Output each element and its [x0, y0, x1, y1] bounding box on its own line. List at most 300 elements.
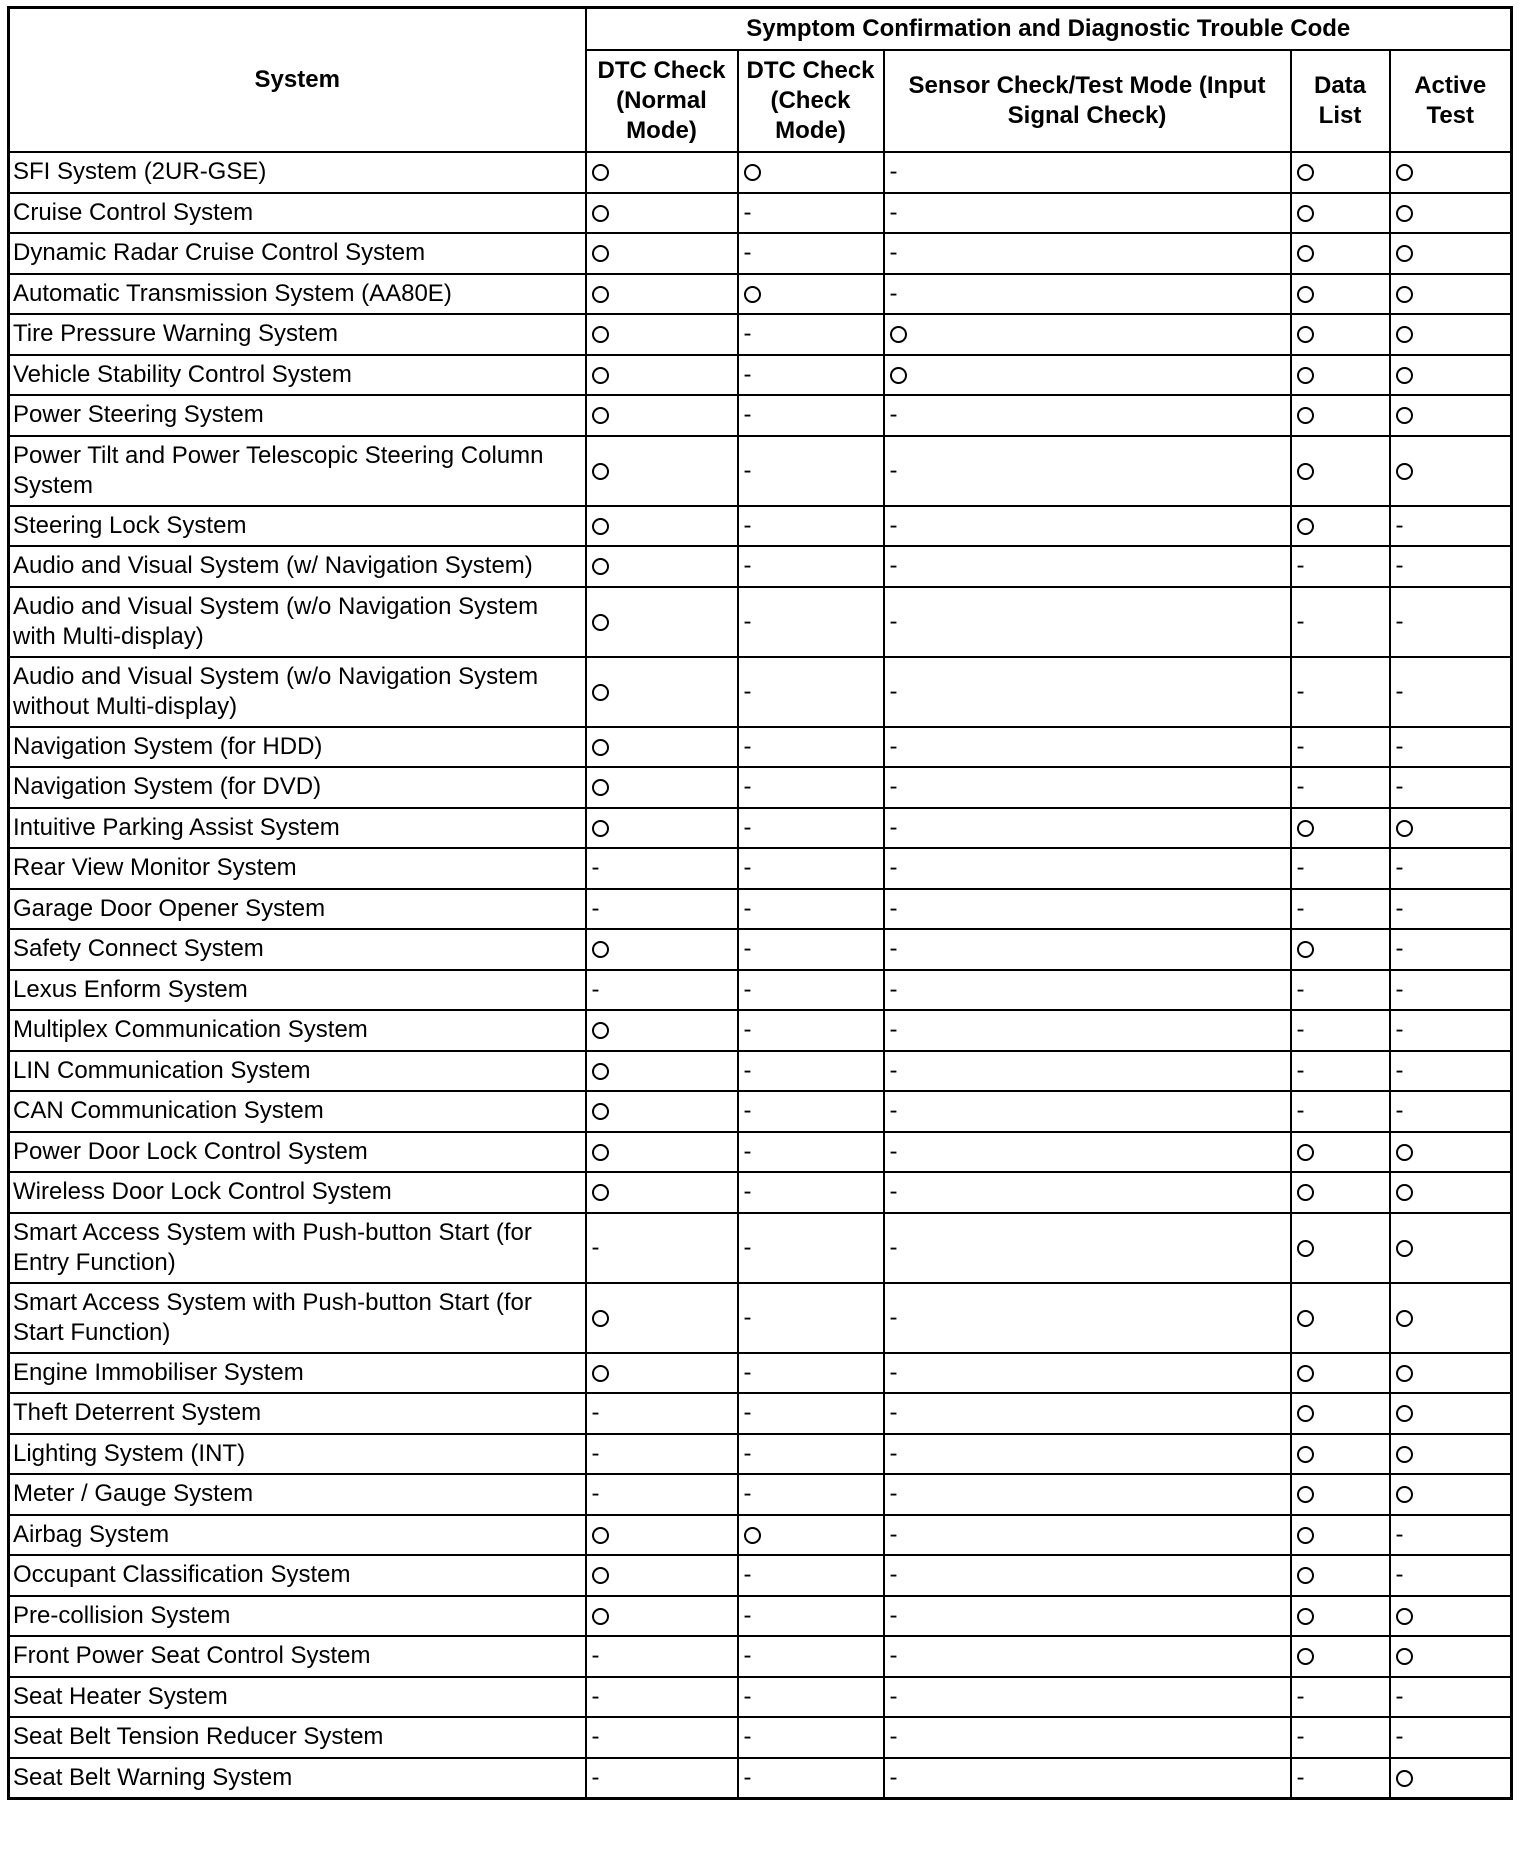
- mark-cell-sensor-check: [884, 1213, 1291, 1283]
- mark-cell-sensor-check: [884, 970, 1291, 1011]
- system-name-cell: Automatic Transmission System (AA80E): [9, 274, 586, 315]
- mark-cell-dtc-check: [738, 587, 884, 657]
- system-name-cell: Power Door Lock Control System: [9, 1132, 586, 1173]
- mark-cell-sensor-check: [884, 1434, 1291, 1475]
- mark-cell-data-list: [1291, 1677, 1390, 1718]
- mark-cell-dtc-normal: [586, 1213, 738, 1283]
- dash-mark: -: [743, 1097, 752, 1125]
- dash-mark: -: [591, 854, 600, 882]
- table-row: [9, 727, 1512, 768]
- mark-cell-sensor-check: [884, 848, 1291, 889]
- mark-cell-data-list: [1291, 355, 1390, 396]
- mark-cell-dtc-normal: [586, 1677, 738, 1718]
- mark-cell-active-test: [1390, 808, 1512, 849]
- mark-cell-dtc-normal: [586, 727, 738, 768]
- mark-cell-active-test: [1390, 1132, 1512, 1173]
- circle-mark-icon: [1297, 1608, 1314, 1625]
- mark-cell-data-list: [1291, 274, 1390, 315]
- mark-cell-dtc-check: [738, 1596, 884, 1637]
- mark-cell-active-test: [1390, 1596, 1512, 1637]
- circle-mark-icon: [1297, 1405, 1314, 1422]
- system-name-cell: Cruise Control System: [9, 193, 586, 234]
- circle-mark-icon: [1396, 1240, 1413, 1257]
- dash-mark: -: [1296, 975, 1305, 1003]
- dash-mark: -: [1296, 552, 1305, 580]
- circle-mark-icon: [1297, 164, 1314, 181]
- mark-cell-data-list: [1291, 808, 1390, 849]
- mark-cell-dtc-normal: [586, 1474, 738, 1515]
- system-name-cell: Seat Heater System: [9, 1677, 586, 1718]
- mark-cell-sensor-check: [884, 587, 1291, 657]
- mark-cell-data-list: [1291, 1051, 1390, 1092]
- table-row: [9, 1283, 1512, 1353]
- mark-cell-dtc-check: [738, 1677, 884, 1718]
- mark-cell-sensor-check: [884, 1636, 1291, 1677]
- system-name-cell: Smart Access System with Push-button Start (for Entry Function): [9, 1213, 586, 1283]
- dash-mark: -: [1296, 607, 1305, 635]
- circle-mark-icon: [1297, 1184, 1314, 1201]
- mark-cell-active-test: [1390, 929, 1512, 970]
- mark-cell-active-test: [1390, 587, 1512, 657]
- mark-cell-dtc-normal: [586, 889, 738, 930]
- table-row: [9, 233, 1512, 274]
- table-row: [9, 889, 1512, 930]
- circle-mark-icon: [592, 1365, 609, 1382]
- mark-cell-dtc-check: [738, 1474, 884, 1515]
- mark-cell-sensor-check: [884, 1515, 1291, 1556]
- table-row: [9, 808, 1512, 849]
- circle-mark-icon: [592, 1063, 609, 1080]
- dash-mark: -: [1395, 1682, 1404, 1710]
- dash-mark: -: [743, 511, 752, 539]
- table-row: [9, 1758, 1512, 1799]
- table-row: [9, 1393, 1512, 1434]
- circle-mark-icon: [890, 326, 907, 343]
- mark-cell-active-test: [1390, 233, 1512, 274]
- table-header: [9, 8, 1512, 153]
- table-row: [9, 587, 1512, 657]
- header-dtc-normal: DTC Check (Normal Mode): [586, 50, 738, 152]
- circle-mark-icon: [592, 463, 609, 480]
- circle-mark-icon: [592, 518, 609, 535]
- mark-cell-data-list: [1291, 727, 1390, 768]
- dash-mark: -: [889, 813, 898, 841]
- mark-cell-dtc-normal: [586, 436, 738, 506]
- system-name-cell: Intuitive Parking Assist System: [9, 808, 586, 849]
- diagnostic-table: [7, 6, 1513, 1800]
- mark-cell-sensor-check: [884, 1596, 1291, 1637]
- mark-cell-dtc-normal: [586, 314, 738, 355]
- mark-cell-data-list: [1291, 970, 1390, 1011]
- circle-mark-icon: [1297, 941, 1314, 958]
- system-name-cell: Wireless Door Lock Control System: [9, 1172, 586, 1213]
- mark-cell-active-test: [1390, 436, 1512, 506]
- circle-mark-icon: [592, 1310, 609, 1327]
- diagnostic-table-container: [7, 6, 1513, 1800]
- mark-cell-dtc-check: [738, 1132, 884, 1173]
- dash-mark: -: [743, 677, 752, 705]
- dash-mark: -: [743, 607, 752, 635]
- mark-cell-dtc-check: [738, 889, 884, 930]
- header-group: Symptom Confirmation and Diagnostic Trouble Code: [586, 8, 1512, 51]
- circle-mark-icon: [744, 1527, 761, 1544]
- system-name-cell: Seat Belt Tension Reducer System: [9, 1717, 586, 1758]
- dash-mark: -: [743, 552, 752, 580]
- circle-mark-icon: [1396, 1446, 1413, 1463]
- system-name-cell: Rear View Monitor System: [9, 848, 586, 889]
- mark-cell-active-test: [1390, 1091, 1512, 1132]
- dash-mark: -: [1395, 1097, 1404, 1125]
- mark-cell-dtc-normal: [586, 1051, 738, 1092]
- mark-cell-data-list: [1291, 436, 1390, 506]
- circle-mark-icon: [1297, 1240, 1314, 1257]
- system-name-cell: Smart Access System with Push-button Start (for Start Function): [9, 1283, 586, 1353]
- mark-cell-data-list: [1291, 395, 1390, 436]
- dash-mark: -: [743, 894, 752, 922]
- mark-cell-dtc-check: [738, 1636, 884, 1677]
- dash-mark: -: [743, 1439, 752, 1467]
- dash-mark: -: [1395, 511, 1404, 539]
- mark-cell-sensor-check: [884, 889, 1291, 930]
- table-row: [9, 767, 1512, 808]
- dash-mark: -: [889, 239, 898, 267]
- mark-cell-dtc-check: [738, 152, 884, 193]
- dash-mark: -: [591, 1723, 600, 1751]
- circle-mark-icon: [1396, 1365, 1413, 1382]
- dash-mark: -: [889, 1682, 898, 1710]
- dash-mark: -: [889, 854, 898, 882]
- mark-cell-data-list: [1291, 1172, 1390, 1213]
- table-row: [9, 1353, 1512, 1394]
- mark-cell-active-test: [1390, 1051, 1512, 1092]
- dash-mark: -: [743, 239, 752, 267]
- table-row: [9, 1677, 1512, 1718]
- mark-cell-sensor-check: [884, 193, 1291, 234]
- circle-mark-icon: [1396, 1770, 1413, 1787]
- table-row: [9, 1213, 1512, 1283]
- mark-cell-active-test: [1390, 1434, 1512, 1475]
- mark-cell-active-test: [1390, 1353, 1512, 1394]
- circle-mark-icon: [1396, 205, 1413, 222]
- dash-mark: -: [1296, 1097, 1305, 1125]
- circle-mark-icon: [744, 286, 761, 303]
- dash-mark: -: [743, 1056, 752, 1084]
- dash-mark: -: [889, 975, 898, 1003]
- mark-cell-data-list: [1291, 657, 1390, 727]
- dash-mark: -: [889, 1358, 898, 1386]
- mark-cell-dtc-normal: [586, 546, 738, 587]
- mark-cell-data-list: [1291, 506, 1390, 547]
- mark-cell-sensor-check: [884, 1051, 1291, 1092]
- dash-mark: -: [743, 1601, 752, 1629]
- mark-cell-dtc-check: [738, 657, 884, 727]
- mark-cell-dtc-normal: [586, 808, 738, 849]
- mark-cell-dtc-check: [738, 395, 884, 436]
- mark-cell-data-list: [1291, 1283, 1390, 1353]
- table-row: [9, 1717, 1512, 1758]
- mark-cell-active-test: [1390, 727, 1512, 768]
- mark-cell-sensor-check: [884, 767, 1291, 808]
- mark-cell-data-list: [1291, 1010, 1390, 1051]
- dash-mark: -: [889, 1642, 898, 1670]
- circle-mark-icon: [1297, 1446, 1314, 1463]
- circle-mark-icon: [592, 1184, 609, 1201]
- dash-mark: -: [743, 401, 752, 429]
- dash-mark: -: [591, 1763, 600, 1791]
- circle-mark-icon: [1297, 326, 1314, 343]
- circle-mark-icon: [592, 614, 609, 631]
- circle-mark-icon: [1297, 820, 1314, 837]
- circle-mark-icon: [1396, 1486, 1413, 1503]
- dash-mark: -: [743, 198, 752, 226]
- dash-mark: -: [743, 1561, 752, 1589]
- dash-mark: -: [743, 1303, 752, 1331]
- mark-cell-active-test: [1390, 970, 1512, 1011]
- system-name-cell: Meter / Gauge System: [9, 1474, 586, 1515]
- dash-mark: -: [889, 1097, 898, 1125]
- table-row: [9, 1091, 1512, 1132]
- circle-mark-icon: [1396, 463, 1413, 480]
- dash-mark: -: [1395, 894, 1404, 922]
- dash-mark: -: [1395, 854, 1404, 882]
- circle-mark-icon: [1297, 367, 1314, 384]
- dash-mark: -: [889, 456, 898, 484]
- circle-mark-icon: [1297, 1365, 1314, 1382]
- table-row: [9, 355, 1512, 396]
- circle-mark-icon: [592, 1567, 609, 1584]
- system-name-cell: Navigation System (for HDD): [9, 727, 586, 768]
- mark-cell-sensor-check: [884, 1132, 1291, 1173]
- mark-cell-data-list: [1291, 1717, 1390, 1758]
- mark-cell-data-list: [1291, 1393, 1390, 1434]
- dash-mark: -: [889, 1601, 898, 1629]
- mark-cell-dtc-check: [738, 1010, 884, 1051]
- mark-cell-data-list: [1291, 1596, 1390, 1637]
- mark-cell-dtc-normal: [586, 1283, 738, 1353]
- circle-mark-icon: [1396, 164, 1413, 181]
- mark-cell-data-list: [1291, 1434, 1390, 1475]
- mark-cell-sensor-check: [884, 1677, 1291, 1718]
- circle-mark-icon: [1297, 1648, 1314, 1665]
- mark-cell-dtc-normal: [586, 848, 738, 889]
- mark-cell-dtc-check: [738, 767, 884, 808]
- circle-mark-icon: [592, 1103, 609, 1120]
- dash-mark: -: [743, 320, 752, 348]
- dash-mark: -: [591, 1439, 600, 1467]
- mark-cell-active-test: [1390, 1758, 1512, 1799]
- dash-mark: -: [889, 1763, 898, 1791]
- table-row: [9, 506, 1512, 547]
- circle-mark-icon: [1297, 245, 1314, 262]
- table-row: [9, 657, 1512, 727]
- dash-mark: -: [889, 198, 898, 226]
- table-row: [9, 1515, 1512, 1556]
- mark-cell-active-test: [1390, 395, 1512, 436]
- dash-mark: -: [591, 1480, 600, 1508]
- mark-cell-dtc-check: [738, 1172, 884, 1213]
- mark-cell-dtc-check: [738, 1717, 884, 1758]
- circle-mark-icon: [1297, 1144, 1314, 1161]
- dash-mark: -: [889, 1056, 898, 1084]
- mark-cell-data-list: [1291, 233, 1390, 274]
- system-name-cell: CAN Communication System: [9, 1091, 586, 1132]
- mark-cell-active-test: [1390, 1213, 1512, 1283]
- mark-cell-active-test: [1390, 657, 1512, 727]
- system-name-cell: Navigation System (for DVD): [9, 767, 586, 808]
- mark-cell-dtc-check: [738, 1393, 884, 1434]
- mark-cell-sensor-check: [884, 546, 1291, 587]
- dash-mark: -: [1296, 854, 1305, 882]
- header-data-list: Data List: [1291, 50, 1390, 152]
- dash-mark: -: [1395, 607, 1404, 635]
- circle-mark-icon: [592, 820, 609, 837]
- system-name-cell: Engine Immobiliser System: [9, 1353, 586, 1394]
- system-name-cell: Audio and Visual System (w/o Navigation System without Multi-display): [9, 657, 586, 727]
- mark-cell-dtc-normal: [586, 152, 738, 193]
- system-name-cell: Occupant Classification System: [9, 1555, 586, 1596]
- dash-mark: -: [889, 1137, 898, 1165]
- mark-cell-dtc-normal: [586, 929, 738, 970]
- dash-mark: -: [743, 854, 752, 882]
- mark-cell-data-list: [1291, 1213, 1390, 1283]
- mark-cell-dtc-normal: [586, 1555, 738, 1596]
- system-name-cell: Power Steering System: [9, 395, 586, 436]
- mark-cell-sensor-check: [884, 1283, 1291, 1353]
- mark-cell-active-test: [1390, 314, 1512, 355]
- header-system: System: [9, 8, 586, 153]
- dash-mark: -: [889, 1016, 898, 1044]
- mark-cell-sensor-check: [884, 1172, 1291, 1213]
- dash-mark: -: [743, 935, 752, 963]
- circle-mark-icon: [592, 684, 609, 701]
- table-row: [9, 1132, 1512, 1173]
- dash-mark: -: [591, 894, 600, 922]
- mark-cell-dtc-check: [738, 314, 884, 355]
- header-dtc-check: DTC Check (Check Mode): [738, 50, 884, 152]
- dash-mark: -: [1296, 773, 1305, 801]
- table-row: [9, 1636, 1512, 1677]
- mark-cell-dtc-check: [738, 727, 884, 768]
- mark-cell-dtc-check: [738, 970, 884, 1011]
- dash-mark: -: [889, 935, 898, 963]
- circle-mark-icon: [1396, 1310, 1413, 1327]
- mark-cell-dtc-normal: [586, 193, 738, 234]
- mark-cell-data-list: [1291, 1132, 1390, 1173]
- dash-mark: -: [743, 1682, 752, 1710]
- circle-mark-icon: [1297, 1527, 1314, 1544]
- mark-cell-dtc-check: [738, 848, 884, 889]
- dash-mark: -: [889, 401, 898, 429]
- dash-mark: -: [1296, 1016, 1305, 1044]
- mark-cell-data-list: [1291, 1758, 1390, 1799]
- circle-mark-icon: [744, 164, 761, 181]
- dash-mark: -: [889, 1480, 898, 1508]
- mark-cell-data-list: [1291, 546, 1390, 587]
- dash-mark: -: [743, 1178, 752, 1206]
- dash-mark: -: [1296, 894, 1305, 922]
- dash-mark: -: [889, 1439, 898, 1467]
- mark-cell-dtc-check: [738, 1555, 884, 1596]
- circle-mark-icon: [1297, 463, 1314, 480]
- mark-cell-active-test: [1390, 889, 1512, 930]
- circle-mark-icon: [1396, 1184, 1413, 1201]
- mark-cell-active-test: [1390, 767, 1512, 808]
- mark-cell-data-list: [1291, 1636, 1390, 1677]
- dash-mark: -: [1296, 1763, 1305, 1791]
- mark-cell-dtc-normal: [586, 1717, 738, 1758]
- dash-mark: -: [1395, 677, 1404, 705]
- dash-mark: -: [1395, 732, 1404, 760]
- table-row: [9, 314, 1512, 355]
- dash-mark: -: [1296, 1056, 1305, 1084]
- mark-cell-dtc-normal: [586, 970, 738, 1011]
- mark-cell-active-test: [1390, 1555, 1512, 1596]
- dash-mark: -: [743, 1763, 752, 1791]
- circle-mark-icon: [1297, 518, 1314, 535]
- circle-mark-icon: [890, 367, 907, 384]
- dash-mark: -: [1395, 1723, 1404, 1751]
- mark-cell-data-list: [1291, 193, 1390, 234]
- table-row: [9, 1474, 1512, 1515]
- mark-cell-data-list: [1291, 314, 1390, 355]
- system-name-cell: Theft Deterrent System: [9, 1393, 586, 1434]
- circle-mark-icon: [1396, 326, 1413, 343]
- dash-mark: -: [889, 1561, 898, 1589]
- dash-mark: -: [591, 1642, 600, 1670]
- mark-cell-dtc-normal: [586, 1434, 738, 1475]
- mark-cell-dtc-normal: [586, 355, 738, 396]
- system-name-cell: Dynamic Radar Cruise Control System: [9, 233, 586, 274]
- mark-cell-sensor-check: [884, 1091, 1291, 1132]
- circle-mark-icon: [1396, 1405, 1413, 1422]
- mark-cell-active-test: [1390, 1474, 1512, 1515]
- system-name-cell: Multiplex Communication System: [9, 1010, 586, 1051]
- mark-cell-sensor-check: [884, 929, 1291, 970]
- mark-cell-dtc-normal: [586, 1515, 738, 1556]
- mark-cell-dtc-normal: [586, 395, 738, 436]
- dash-mark: -: [889, 732, 898, 760]
- mark-cell-active-test: [1390, 355, 1512, 396]
- circle-mark-icon: [1297, 1567, 1314, 1584]
- mark-cell-dtc-check: [738, 1758, 884, 1799]
- mark-cell-active-test: [1390, 1172, 1512, 1213]
- dash-mark: -: [1395, 975, 1404, 1003]
- table-row: [9, 929, 1512, 970]
- dash-mark: -: [743, 1723, 752, 1751]
- header-sensor-check: Sensor Check/Test Mode (Input Signal Check): [884, 50, 1291, 152]
- dash-mark: -: [889, 1723, 898, 1751]
- circle-mark-icon: [592, 205, 609, 222]
- mark-cell-active-test: [1390, 1010, 1512, 1051]
- circle-mark-icon: [592, 326, 609, 343]
- mark-cell-dtc-normal: [586, 274, 738, 315]
- mark-cell-dtc-check: [738, 506, 884, 547]
- table-row: [9, 546, 1512, 587]
- circle-mark-icon: [1297, 407, 1314, 424]
- dash-mark: -: [889, 511, 898, 539]
- circle-mark-icon: [1297, 286, 1314, 303]
- mark-cell-data-list: [1291, 587, 1390, 657]
- dash-mark: -: [743, 1480, 752, 1508]
- circle-mark-icon: [592, 779, 609, 796]
- mark-cell-dtc-normal: [586, 1010, 738, 1051]
- dash-mark: -: [743, 1358, 752, 1386]
- mark-cell-dtc-check: [738, 1515, 884, 1556]
- mark-cell-sensor-check: [884, 152, 1291, 193]
- mark-cell-dtc-normal: [586, 1091, 738, 1132]
- mark-cell-active-test: [1390, 152, 1512, 193]
- dash-mark: -: [889, 773, 898, 801]
